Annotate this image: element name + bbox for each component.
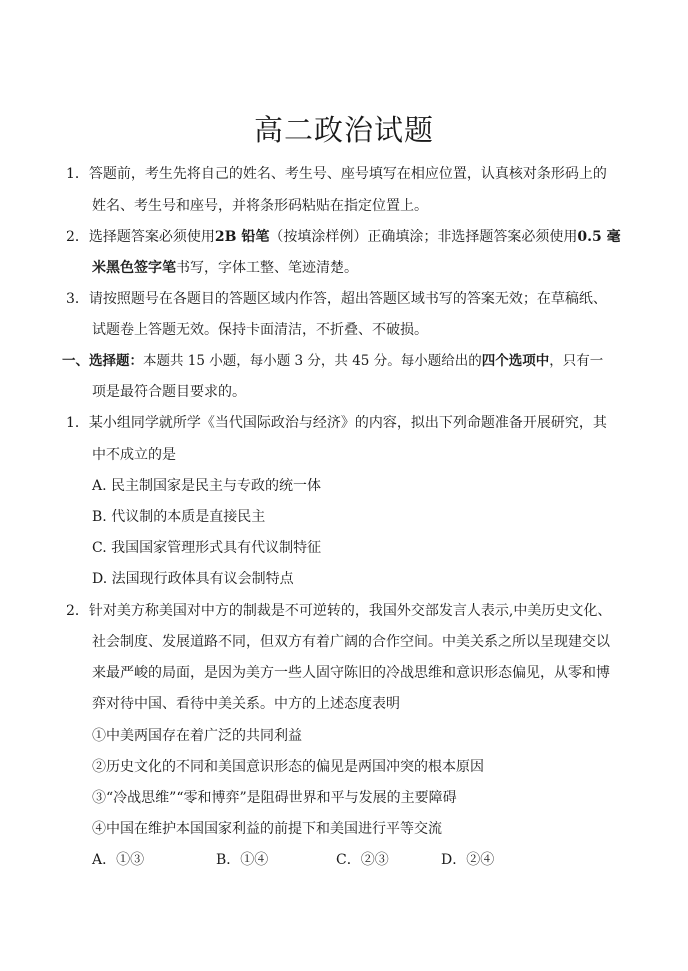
note-2-number: 2． [66,229,89,245]
note-2-text-tail: 书写，字体工整、笔迹清楚。 [176,260,358,276]
question-2-item-4: ④中国在维护本国国家利益的前提下和美国进行平等交流 [92,821,442,837]
question-2-item-3: ③“冷战思维”“零和博弈”是阻碍世界和平与发展的主要障碍 [92,790,457,806]
question-1-line2: 中不成立的是 [92,447,176,463]
note-2-text-a: 选择题答案必须使用 [88,229,215,245]
note-3-line2: 试题卷上答题无效。保持卡面清洁，不折叠、不破损。 [92,322,428,338]
question-1-option-c: C. 我国国家管理形式具有代议制特征 [92,540,322,556]
question-2-item-2: ②历史文化的不同和美国意识形态的偏见是两国冲突的根本原因 [92,759,484,775]
section-text-c: ，只有一 [549,353,604,369]
note-2-bold-pencil: 2B 铅笔 [214,229,270,245]
question-1-option-b: B. 代议制的本质是直接民主 [92,509,266,525]
section-header [62,351,603,371]
section-bold-four-options: 四个选项中 [481,353,550,369]
section-text-a: 本题共 15 小题，每小题 3 分，共 45 分。每小题给出的 [143,353,482,369]
note-2-bold-mm: 0.5 毫 [577,229,621,245]
note-2-text-c: （按填涂样例）正确填涂；非选择题答案必须使用 [269,229,578,245]
note-2-line2 [92,258,358,278]
question-1-option-a: A. 民主制国家是民主与专政的统一体 [92,478,322,494]
question-1-line1: 某小组同学就所学《当代国际政治与经济》的内容，拟出下列命题准备开展研究，其 [88,415,607,431]
note-3 [66,289,607,309]
question-2-line1: 针对美方称美国对中方的制裁是不可逆转的，我国外交部发言人表示,中美历史文化、 [88,603,612,619]
question-2-line2: 社会制度、发展道路不同，但双方有着广阔的合作空间。中美关系之所以呈现建交以 [92,634,610,650]
section-line2: 项是最符合题目要求的。 [92,384,246,400]
question-2-choice-d: D．②④ [441,852,495,868]
note-3-line1: 请按照题号在各题目的答题区域内作答，超出答题区域书写的答案无效；在草稿纸、 [88,291,607,307]
question-1 [66,413,607,433]
question-2-line4: 弈对待中国、看待中美关系。中方的上述态度表明 [92,696,400,712]
question-2-choice-a: A．①③ [92,852,145,868]
note-2 [66,227,621,247]
section-prefix: 一、选择题： [62,353,143,369]
note-1 [66,164,607,184]
question-2 [66,601,611,621]
note-3-number: 3． [66,291,89,307]
question-1-number: 1． [66,415,89,431]
question-2-choice-c: C．②③ [336,852,389,868]
note-1-line2: 姓名、考生号和座号，并将条形码粘贴在指定位置上。 [92,198,428,214]
note-1-line1: 答题前，考生先将自己的姓名、考生号、座号填写在相应位置，认真核对条形码上的 [88,166,607,182]
question-2-line3: 来最严峻的局面，是因为美方一些人固守陈旧的冷战思维和意识形态偏见，从零和博 [92,665,610,681]
note-2-bold-pen: 米黑色签字笔 [92,260,176,276]
question-1-option-d: D. 法国现行政体具有议会制特点 [92,571,294,587]
question-2-number: 2． [66,603,89,619]
question-2-choice-b: B．①④ [216,852,269,868]
page-title: 高二政治试题 [253,113,434,147]
question-2-item-1: ①中美两国存在着广泛的共同利益 [92,728,302,744]
note-1-number: 1． [66,166,89,182]
